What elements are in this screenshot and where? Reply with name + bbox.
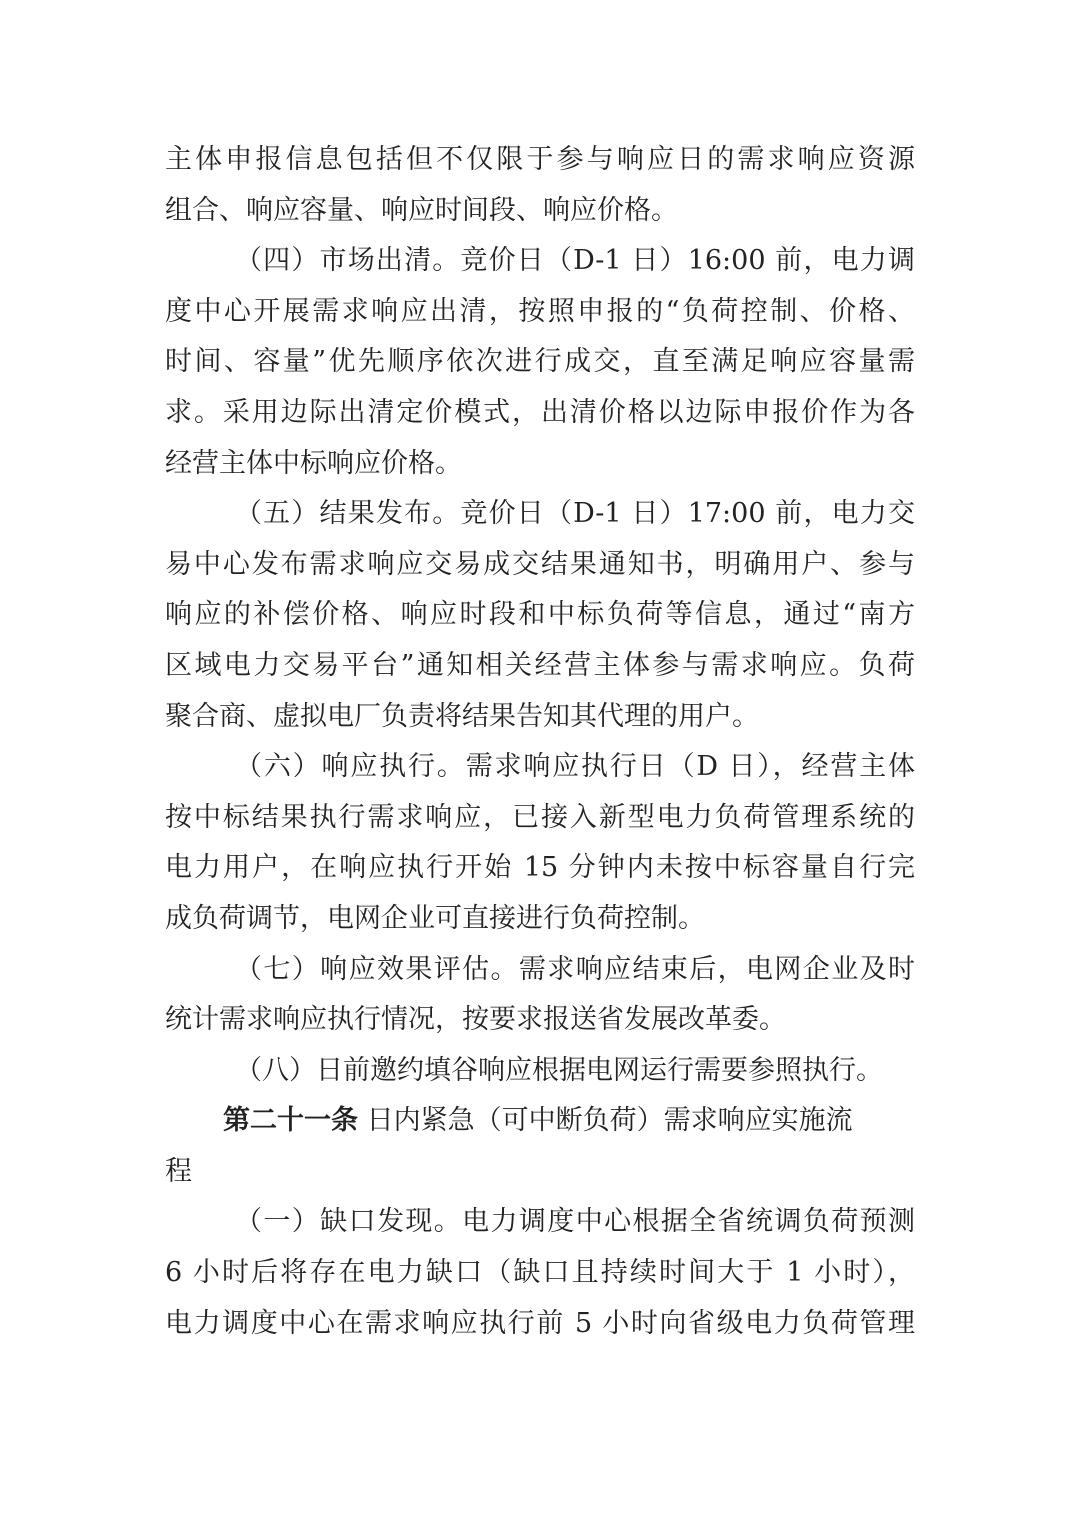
article-number: 第二十一条 (223, 1105, 358, 1137)
text-line: 6 小时后将存在电力缺口（缺口且持续时间大于 1 小时）， (165, 1257, 915, 1289)
text-line: 响应的补偿价格、响应时段和中标负荷等信息，通过“南方 (165, 599, 915, 631)
article-heading (165, 1096, 915, 1147)
text-line: 易中心发布需求响应交易成交结果通知书，明确用户、参与 (165, 548, 915, 580)
text-line: 主体申报信息包括但不仅限于参与响应日的需求响应资源 (165, 144, 915, 175)
text-line: 成负荷调节，电网企业可直接进行负荷控制。 (165, 902, 705, 934)
text-line: 区域电力交易平台”通知相关经营主体参与需求响应。负荷 (165, 649, 915, 681)
section-7-heading-line: （七）响应效果评估。需求响应结束后，电网企业及时 (235, 953, 915, 985)
text-line: 电力用户，在响应执行开始 15 分钟内未按中标容量自行完 (165, 852, 915, 884)
text-line: 统计需求响应执行情况，按要求报送省发展改革委。 (165, 1004, 786, 1036)
section-4-heading-line: （四）市场出清。竞价日（D-1 日）16:00 前，电力调 (235, 245, 915, 277)
section-8-line: （八）日前邀约填谷响应根据电网运行需要参照执行。 (235, 1054, 883, 1086)
text-line: 求。采用边际出清定价模式，出清价格以边际申报价作为各 (165, 396, 915, 428)
section-6-heading-line: （六）响应执行。需求响应执行日（D 日），经营主体 (235, 751, 915, 783)
text-line: 度中心开展需求响应出清，按照申报的“负荷控制、价格、 (165, 295, 915, 327)
article-title: 日内紧急（可中断负荷）需求响应实施流 (366, 1105, 853, 1137)
text-line: 时间、容量”优先顺序依次进行成交，直至满足响应容量需 (165, 346, 915, 378)
text-line: 电力调度中心在需求响应执行前 5 小时向省级电力负荷管理 (165, 1307, 915, 1339)
text-line: 经营主体中标响应价格。 (165, 447, 462, 479)
text-line: 聚合商、虚拟电厂负责将结果告知其代理的用户。 (165, 700, 759, 732)
section-5-heading-line: （五）结果发布。竞价日（D-1 日）17:00 前，电力交 (235, 498, 915, 530)
text-line: 程 (165, 1155, 192, 1187)
text-line: 组合、响应容量、响应时间段、响应价格。 (165, 194, 678, 226)
text-line: 按中标结果执行需求响应，已接入新型电力负荷管理系统的 (165, 801, 915, 833)
section-1-heading-line: （一）缺口发现。电力调度中心根据全省统调负荷预测 (235, 1206, 915, 1238)
